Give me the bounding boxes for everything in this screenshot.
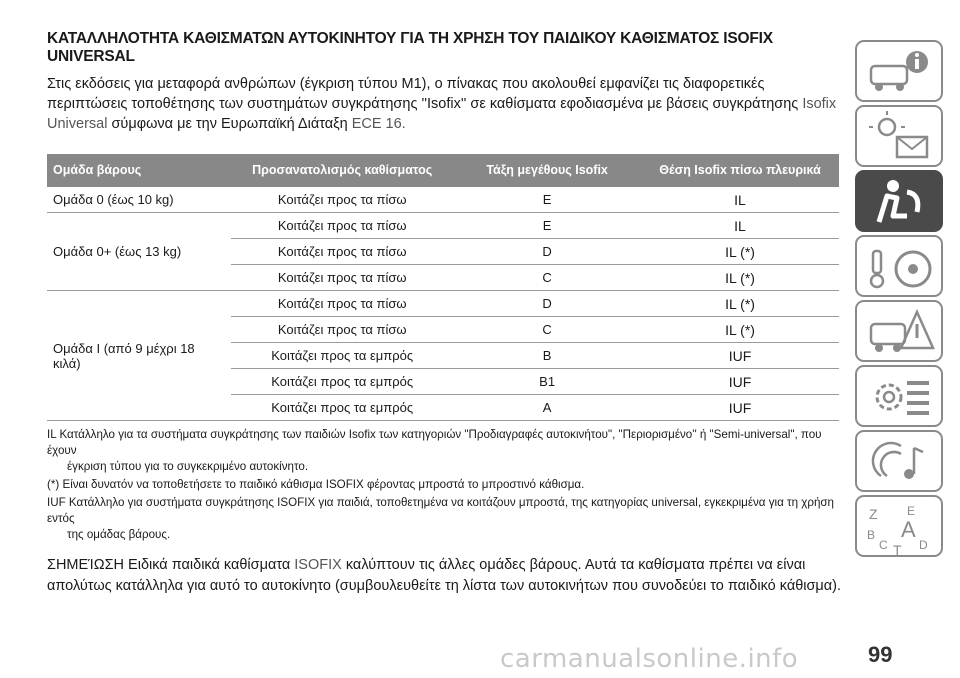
size-class-cell: B [453, 343, 641, 369]
orientation-cell: Κοιτάζει προς τα πίσω [231, 317, 453, 343]
tab-multimedia[interactable] [855, 430, 943, 492]
index-icon [857, 497, 945, 559]
intro-paragraph [47, 74, 847, 134]
orientation-cell: Κοιτάζει προς τα πίσω [231, 187, 453, 213]
size-class-cell: A [453, 395, 641, 421]
table-notes [47, 427, 847, 543]
intro-text-1: Στις εκδόσεις για μεταφορά ανθρώπων (έγκριση τύπου M1), ο πίνακας που ακολουθεί εμφανίζει τις διαφορετικές περιπτώσεις τοποθέτησης των συστημάτων συγκράτησης ''Isofix'' σε καθίσματα εφοδιασμένα με βάσεις συγκράτησης [47, 76, 799, 112]
intro-text-3: σύμφωνα με την Ευρωπαϊκή Διάταξη [111, 116, 348, 132]
position-cell: IL (*) [641, 317, 839, 343]
orientation-cell: Κοιτάζει προς τα πίσω [231, 213, 453, 239]
tab-maintenance[interactable] [855, 365, 943, 427]
footer-text-3: καλύπτουν τις άλλες ομάδες βάρους. Αυτά τα καθίσματα πρέπει να είναι απολύτως κατάλληλα για αυτό το αυτοκίνητο (συμβουλευθείτε τη λίστα των αυτοκινήτων που συνοδεύει το παιδικό κάθισμα). [47, 557, 842, 594]
note-text: IUF Κατάλληλο για συστήματα συγκράτησης ISOFIX για παιδιά, τοποθετημένα να κοιτάζουν μπροστά, της κατηγορίας universal, εγκεκριμένα για τη χρήση εντός [47, 496, 835, 525]
orientation-cell: Κοιτάζει προς τα πίσω [231, 265, 453, 291]
page-number: 99 [868, 642, 893, 667]
orientation-cell: Κοιτάζει προς τα πίσω [231, 239, 453, 265]
page-content [47, 30, 847, 597]
table-header: Προσανατολισμός καθίσματος [231, 154, 453, 187]
size-class-cell: D [453, 291, 641, 317]
index-letter: B [867, 528, 876, 542]
size-class-cell: E [453, 187, 641, 213]
size-class-cell: C [453, 317, 641, 343]
position-cell: IL (*) [641, 239, 839, 265]
table-row [47, 213, 839, 239]
steering-key-icon [857, 237, 945, 299]
position-cell: IL (*) [641, 265, 839, 291]
maintenance-icon [857, 367, 945, 429]
watermark: carmanualsonline.info [500, 644, 799, 674]
warning-lights-icon [857, 107, 945, 169]
intro-text-4: ECE 16. [351, 116, 406, 132]
page-title: ΚΑΤΑΛΛΗΛΟΤΗΤΑ ΚΑΘΙΣΜΑΤΩΝ ΑΥΤΟΚΙΝΗΤΟΥ ΓΙΑ ΤΗ ΧΡΗΣΗ ΤΟΥ ΠΑΙΔΙΚΟΥ ΚΑΘΙΣΜΑΤΟΣ ISOFIX UNIVERSAL [47, 30, 773, 65]
position-cell: IUF [641, 395, 839, 421]
table-header: Ομάδα βάρους [47, 154, 231, 187]
multimedia-icon [857, 432, 945, 494]
weight-group-cell: Ομάδα 0 (έως 10 kg) [47, 187, 231, 213]
table-row [47, 291, 839, 317]
index-letter: C [879, 538, 888, 552]
note-iuf [47, 495, 847, 543]
position-cell: IUF [641, 343, 839, 369]
info-car-icon [857, 42, 945, 104]
note-text: IL Κατάλληλο για τα συστήματα συγκράτησης των παιδιών Isofix των κατηγοριών "Προδιαγραφές αυτοκινήτου", "Περιορισμένο'' ή "Semi-universal", που έχουν [47, 428, 822, 457]
note-text: της ομάδας βάρους. [67, 528, 171, 541]
airbag-seat-icon [857, 172, 945, 234]
tab-index[interactable] [855, 495, 943, 557]
index-letter: E [907, 504, 916, 518]
position-cell: IL [641, 213, 839, 239]
intro-text-2: Isofix Universal [47, 96, 837, 132]
table-header: Θέση Isofix πίσω πλευρικά [641, 154, 839, 187]
index-letter: T [893, 542, 902, 558]
note-text: (*) Είναι δυνατόν να τοποθετήσετε το παιδικό κάθισμα ISOFIX φέροντας μπροστά το μπροστινό κάθισμα. [47, 478, 585, 491]
position-cell: IL (*) [641, 291, 839, 317]
isofix-suitability-table [47, 154, 839, 421]
index-letter: D [919, 538, 928, 552]
note-paragraph [47, 555, 847, 597]
orientation-cell: Κοιτάζει προς τα εμπρός [231, 395, 453, 421]
table-header-row [47, 154, 839, 187]
position-cell: IUF [641, 369, 839, 395]
orientation-cell: Κοιτάζει προς τα πίσω [231, 291, 453, 317]
tab-starting-driving[interactable] [855, 235, 943, 297]
note-text: έγκριση τύπου για το συγκεκριμένο αυτοκίνητο. [67, 460, 309, 473]
table-header: Τάξη μεγέθους Isofix [453, 154, 641, 187]
tab-emergency[interactable] [855, 300, 943, 362]
orientation-cell: Κοιτάζει προς τα εμπρός [231, 343, 453, 369]
index-letter: A [901, 517, 916, 542]
position-cell: IL [641, 187, 839, 213]
note-il [47, 427, 847, 475]
footer-text-2: ISOFIX [294, 557, 342, 573]
tab-warning-lights[interactable] [855, 105, 943, 167]
size-class-cell: C [453, 265, 641, 291]
note-asterisk [47, 477, 847, 493]
tab-safety[interactable] [855, 170, 943, 232]
footer-text-1: ΣΗΜΕΊΩΣΗ Ειδικά παιδικά καθίσματα [47, 557, 291, 573]
size-class-cell: E [453, 213, 641, 239]
orientation-cell: Κοιτάζει προς τα εμπρός [231, 369, 453, 395]
index-letter: Z [869, 506, 878, 522]
table-row [47, 187, 839, 213]
tab-info[interactable] [855, 40, 943, 102]
size-class-cell: B1 [453, 369, 641, 395]
weight-group-cell: Ομάδα 0+ (έως 13 kg) [47, 213, 231, 291]
emergency-icon [857, 302, 945, 364]
size-class-cell: D [453, 239, 641, 265]
weight-group-cell: Ομάδα I (από 9 μέχρι 18 κιλά) [47, 291, 231, 421]
